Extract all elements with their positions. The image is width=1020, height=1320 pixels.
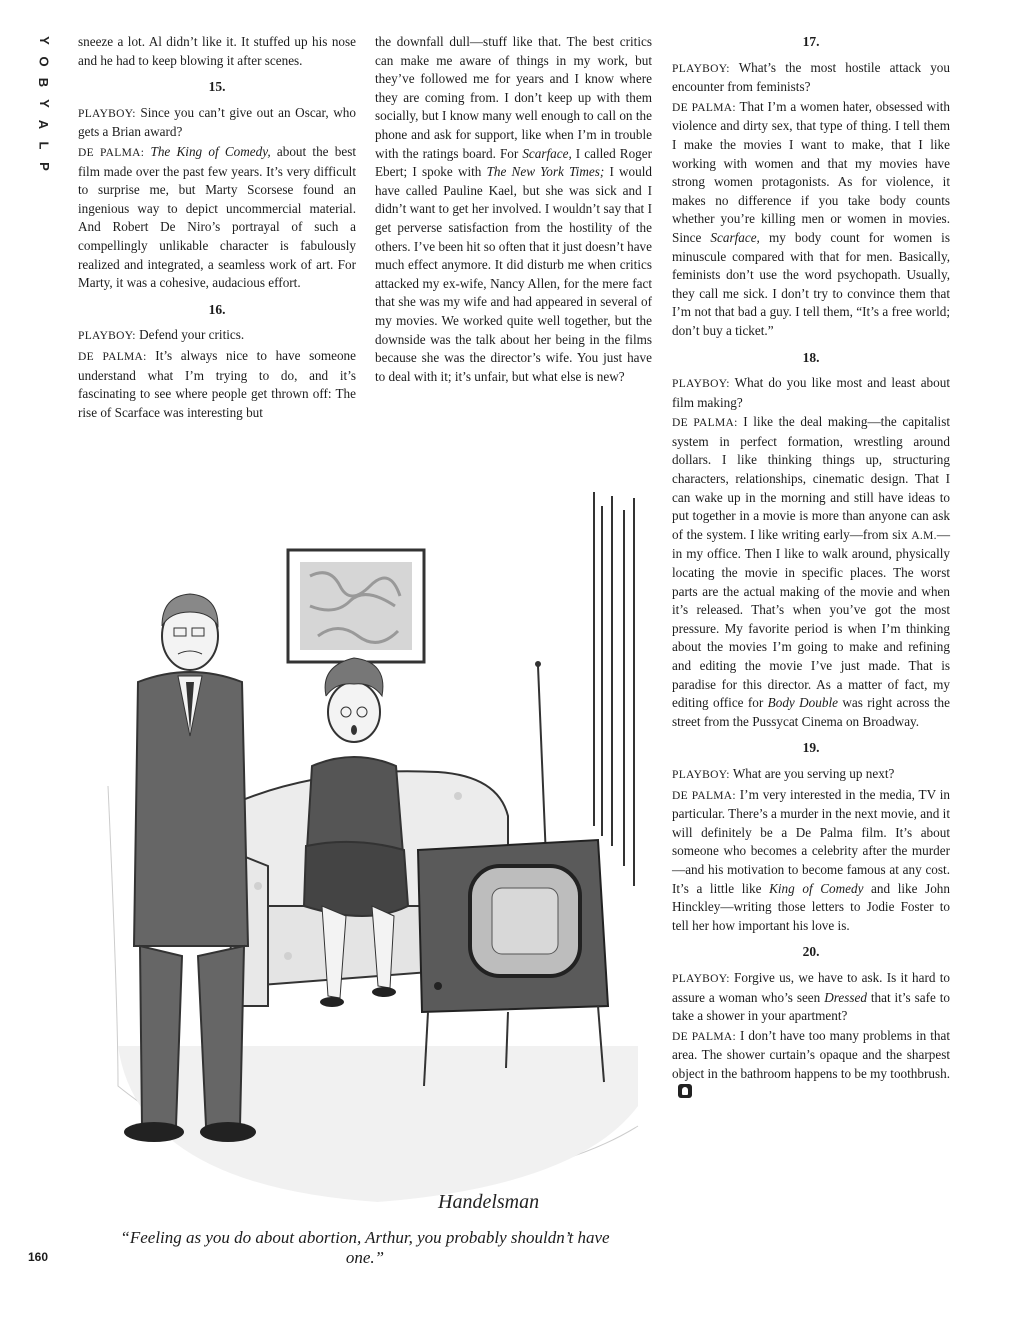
masthead-letter: L (36, 141, 52, 150)
speaker-de-palma: DE PALMA: (672, 789, 736, 802)
question-number-16: 16. (208, 301, 226, 317)
masthead-letter: O (36, 56, 52, 67)
film-title: Scarface, (710, 229, 760, 245)
text-run: and like John Hinckley—writing those letters to Jodie Foster to tell her how important his love is. (672, 880, 950, 933)
text-run: I like the deal making—the capitalist system in perfect formation, wrestling around dollars. I like thinking things up, structuring characters, relationships, cinematic design. That I can wake up in the morning and still have ideas to put together in a movie is more than anyone can ask of the system. I like writing early—from six (672, 414, 950, 542)
speaker-de-palma: DE PALMA: (672, 417, 738, 430)
question-16 (78, 326, 356, 346)
answer-18 (672, 413, 950, 731)
television-icon (418, 661, 608, 1086)
speaker-de-palma: DE PALMA: (672, 1030, 736, 1043)
cartoon-illustration (78, 486, 648, 1222)
question-15 (78, 104, 356, 142)
text-run: I would have called Pauline Kael, but she was sick and I didn’t want to get her involved. I wouldn’t say that I get perverse satisfaction from the hostility of the others. I’ve been hit so often that it just doesn’t have much effect anymore. It did disturb me when critics attacked my ex-wife, Nancy Allen, for the mere fact that she was my wife and had appeared in several of my movies. We worked quite well together, but the downside was the talk about her being in the films because she was the director’s wife. You just have to deal with it; it’s unfair, but what else is new? (375, 164, 652, 384)
text-run: I called Roger Ebert; I spoke with (375, 145, 653, 180)
question-text: What do you like most and least about film making? (672, 375, 950, 410)
question-text: Defend your critics. (135, 327, 245, 343)
question-18 (672, 374, 950, 412)
film-title: Scarface, (522, 145, 572, 161)
text-column-1 (78, 33, 356, 423)
text-column-2 (375, 33, 652, 387)
film-title: The King of Comedy, (150, 143, 271, 159)
question-number-17: 17. (802, 34, 820, 49)
text-run: the downfall dull—stuff like that. The best critics can make me aware of things in my work, but they’ve followed me for years and I know where they are coming from. I don’t keep up with them socially, but I know many well enough to call on the phone and ask for support, like when I’m in trouble with the ratings board. For (375, 34, 652, 161)
question-17 (672, 59, 950, 97)
answer-15 (78, 143, 356, 293)
answer-16 (78, 347, 356, 422)
question-text: What’s the most hostile attack you encounter from feminists? (672, 59, 950, 95)
answer-text: It’s always nice to have someone understand what I’m trying to do, and it’s fascinating to see where people get thrown off: The rise of Scarface was interesting but (78, 347, 356, 420)
text-run: That I’m a women hater, obsessed with violence and dirty sex, that type of thing. I tell them I make the movies I want to make, that I like working with women and that my movies have strong women protagonists. As for violence, it makes no difference if you take body counts whether you’re killing men or women in movies. Since (672, 98, 950, 245)
answer-17 (672, 98, 950, 341)
speaker-playboy: PLAYBOY: (78, 330, 136, 343)
question-number-20: 20. (802, 944, 820, 960)
page-number: 160 (28, 1250, 49, 1264)
playboy-masthead (34, 30, 54, 177)
text-run: Forgive us, we have to ask. Is it hard to assure a woman who’s seen (672, 969, 950, 1005)
framed-picture-icon (288, 550, 424, 662)
speaker-de-palma: DE PALMA: (672, 101, 736, 114)
answer-text: about the best film made over the past few years. It’s very difficult to surprise me, but Marty Scorsese found an ingenious way to depict uncommercial material. And Robert De Niro’s portrayal of such a compellingly unlikable character is fabulously realized and integrated, a seamless work of art. For Marty, it was a cohesive, audacious effort. (78, 143, 357, 291)
speaker-playboy: PLAYBOY: (78, 107, 136, 120)
masthead-letter: Y (36, 36, 52, 45)
question-text: What are you serving up next? (729, 765, 895, 781)
film-title: King of Comedy (769, 880, 864, 896)
text-run: —in my office. Then I like to walk around, physically locating the movie in specific places. The worst parts are the actual making of the movie and when it’s released. That’s when you’ve got the most pressure. My favorite period is when I’m thinking about the movies I’m going to make and refining and editing the movie I’ve just made. That is paradise for this director. As a matter of fact, my editing office for (672, 526, 950, 711)
rabbit-endmark-icon (678, 1084, 692, 1098)
question-number-15: 15. (208, 79, 226, 95)
time-abbrev: A.M. (911, 529, 937, 542)
question-19 (672, 765, 950, 785)
question-20 (672, 969, 950, 1026)
paragraph: sneeze a lot. Al didn’t like it. It stuffed up his nose and he had to keep blowing it after scenes. (78, 34, 356, 68)
film-title: Dressed (824, 989, 867, 1005)
answer-16-continued (375, 33, 652, 386)
text-run: I’m very interested in the media, TV in particular. There’s a murder in the next movie, and it will definitely be a De Palma film. It’s about someone who becomes a celebrity after the murder—and his motivation to become famous at any cost. It’s a little like (672, 786, 950, 896)
speaker-playboy: PLAYBOY: (672, 62, 730, 75)
answer-20 (672, 1027, 950, 1102)
question-number-19: 19. (802, 740, 820, 756)
speaker-de-palma: DE PALMA: (78, 350, 147, 363)
speaker-playboy: PLAYBOY: (672, 768, 730, 781)
cartoon-caption: “Feeling as you do about abortion, Arthur, you probably shouldn’t have one.” (120, 1228, 610, 1267)
curtain-icon (594, 492, 634, 886)
text-run: my body count for women is minuscule compared with that for men. Basically, feminists don’t use the word psychopath. Usually, they call me sick. I don’t try to convince them that I’m not that bad a guy. I tell them, “It’s a free world; don’t buy a ticket.” (672, 229, 950, 338)
answer-19 (672, 786, 950, 936)
cartoonist-signature: Handelsman (438, 1191, 540, 1213)
publication-title: The New York Times; (486, 164, 605, 180)
masthead-letter: A (36, 119, 52, 130)
speaker-playboy: PLAYBOY: (672, 972, 730, 985)
masthead-letter: B (36, 77, 52, 88)
masthead-letter: Y (36, 99, 52, 108)
question-text: Since you can’t give out an Oscar, who gets a Brian award? (78, 104, 356, 140)
speaker-playboy: PLAYBOY: (672, 378, 730, 391)
question-number-18: 18. (802, 349, 820, 365)
text-run: that it’s safe to take a shower in your apartment? (672, 989, 950, 1024)
text-column-3 (672, 33, 950, 1103)
speaker-de-palma: DE PALMA: (78, 146, 145, 159)
masthead-letter: P (36, 162, 52, 171)
film-title: Body Double (767, 695, 838, 711)
text-run: was right across the street from the Pussycat Cinema on Broadway. (672, 695, 951, 729)
text-run: I don’t have too many problems in that area. The shower curtain’s opaque and the sharpest object in the bathroom happens to be my toothbrush. (672, 1027, 950, 1081)
